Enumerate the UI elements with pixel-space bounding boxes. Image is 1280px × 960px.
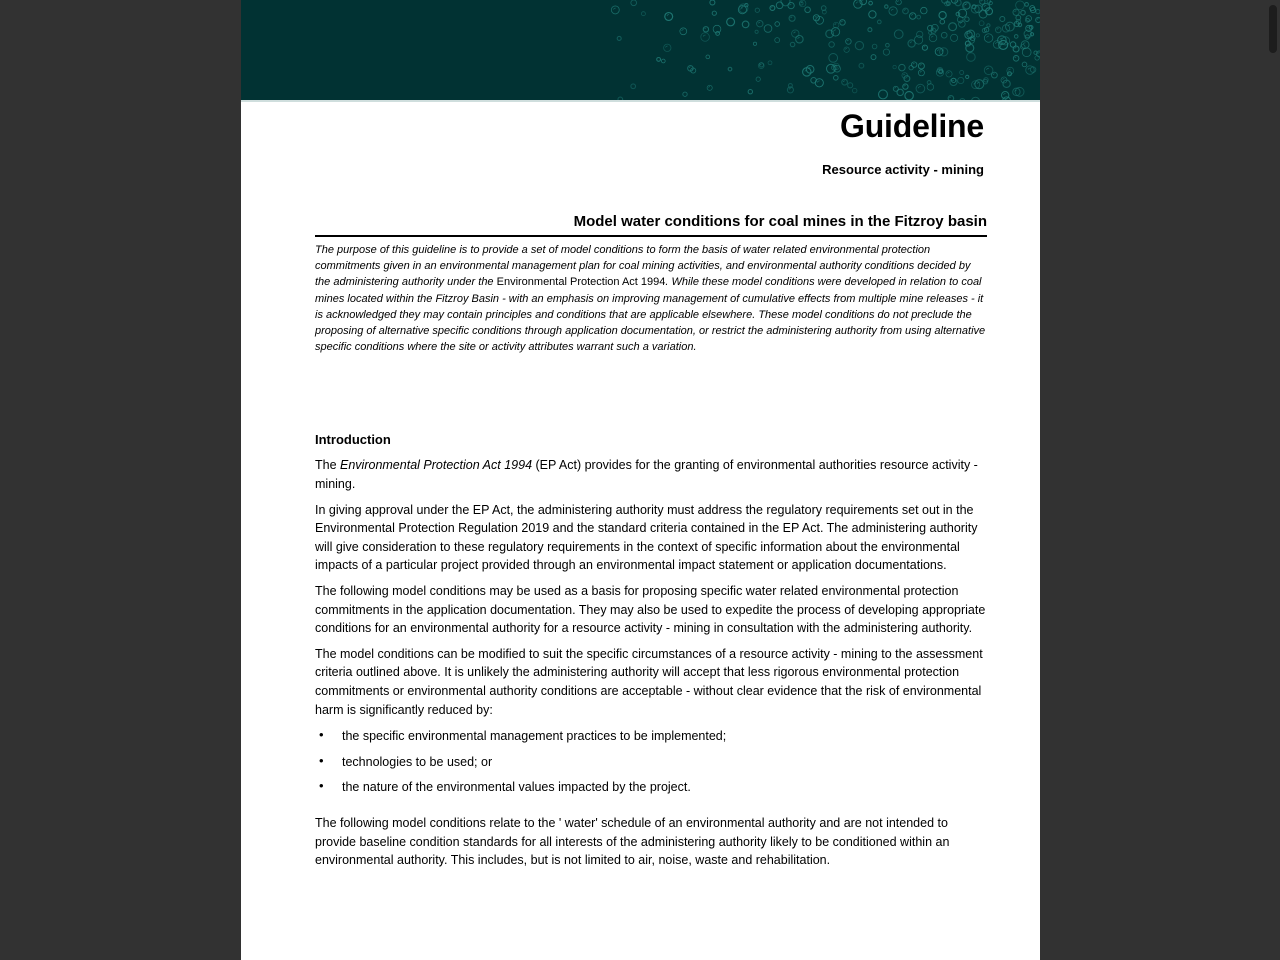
paragraph-water-schedule: The following model conditions relate to the ' water' schedule of an environmental authority and are not intended to provide baseline condition standards for all interests of the administering authority likely to be conditioned within an environmental authority. This includes, but is not limited to air, noise, waste and rehabilitation.	[315, 815, 950, 868]
document-main-title: Model water conditions for coal mines in the Fitzroy basin	[573, 213, 987, 230]
paragraph-rest: (EP Act) provides for the granting of environmental authorities resource activity - mining.	[315, 458, 978, 492]
banner-separator	[241, 100, 1040, 102]
bubble-pattern	[241, 0, 1040, 102]
header-banner	[241, 0, 1040, 102]
list-item: • the specific environmental management practices to be implemented;	[315, 727, 987, 746]
section-heading-introduction: Introduction	[315, 432, 391, 448]
paragraph-approval: In giving approval under the EP Act, the administering authority must address the regulatory requirements set out in the Environmental Protection Regulation 2019 and the standard criteria contained in the EP Act. The administering authority will give consideration to these regulatory requirements in the context of specific information about the environmental impacts of a particular project provided through an environmental impact statement or application documentations.	[315, 502, 978, 573]
page-title: Guideline	[840, 108, 984, 144]
paragraph-ep-act	[315, 449, 987, 493]
list-item: • the nature of the environmental values impacted by the project.	[315, 778, 987, 797]
abstract-paragraph	[315, 242, 987, 355]
paragraph-model-conditions-basis: The following model conditions may be used as a basis for proposing specific water related environmental protection commitments in the application documentation. They may also be used to expedite the process of developing appropriate conditions for an environmental authority for a resource activity - mining in consultation with the administering authority.	[315, 583, 986, 636]
abstract-part-2: . While these model conditions were developed in relation to coal mines located within the Fitzroy Basin - with an emphasis on improving management of cumulative effects from multiple mine releases - it is acknowledged they may contain principles and conditions that are applicable elsewhere. These model conditions do not preclude the proposing of alternative specific conditions through application documentation, or restrict the administering authority from using alternative specific conditions where the site or activity attributes warrant such a variation.	[315, 276, 986, 354]
scrollbar-thumb[interactable]	[1269, 5, 1277, 53]
abstract-part-1: The purpose of this guideline is to provide a set of model conditions to form the basis of water related environmental protection commitments given in an environmental management plan for coal mining activities, and environmental authority conditions decided by the administering authority under the	[315, 244, 971, 289]
reduction-criteria-list	[315, 719, 987, 797]
list-item: • technologies to be used; or	[315, 753, 987, 772]
document-body	[315, 212, 987, 870]
page-subtitle: Resource activity - mining	[822, 162, 984, 177]
vertical-scrollbar[interactable]	[1265, 0, 1280, 960]
paragraph-model-conditions-modified: The model conditions can be modified to suit the specific circumstances of a resource activity - mining to the assessment criteria outlined above. It is unlikely the administering authority will accept that less rigorous environmental protection commitments or environmental authority conditions are acceptable - without clear evidence that the risk of environmental harm is significantly reduced by:	[315, 646, 983, 717]
header-title-block	[241, 102, 1040, 177]
document-page	[241, 0, 1040, 960]
abstract-act-name: Environmental Protection Act 1994	[496, 276, 666, 289]
paragraph-lead: The	[315, 458, 341, 473]
act-title-italic: Environmental Protection Act 1994	[340, 458, 533, 473]
title-divider	[315, 235, 987, 237]
